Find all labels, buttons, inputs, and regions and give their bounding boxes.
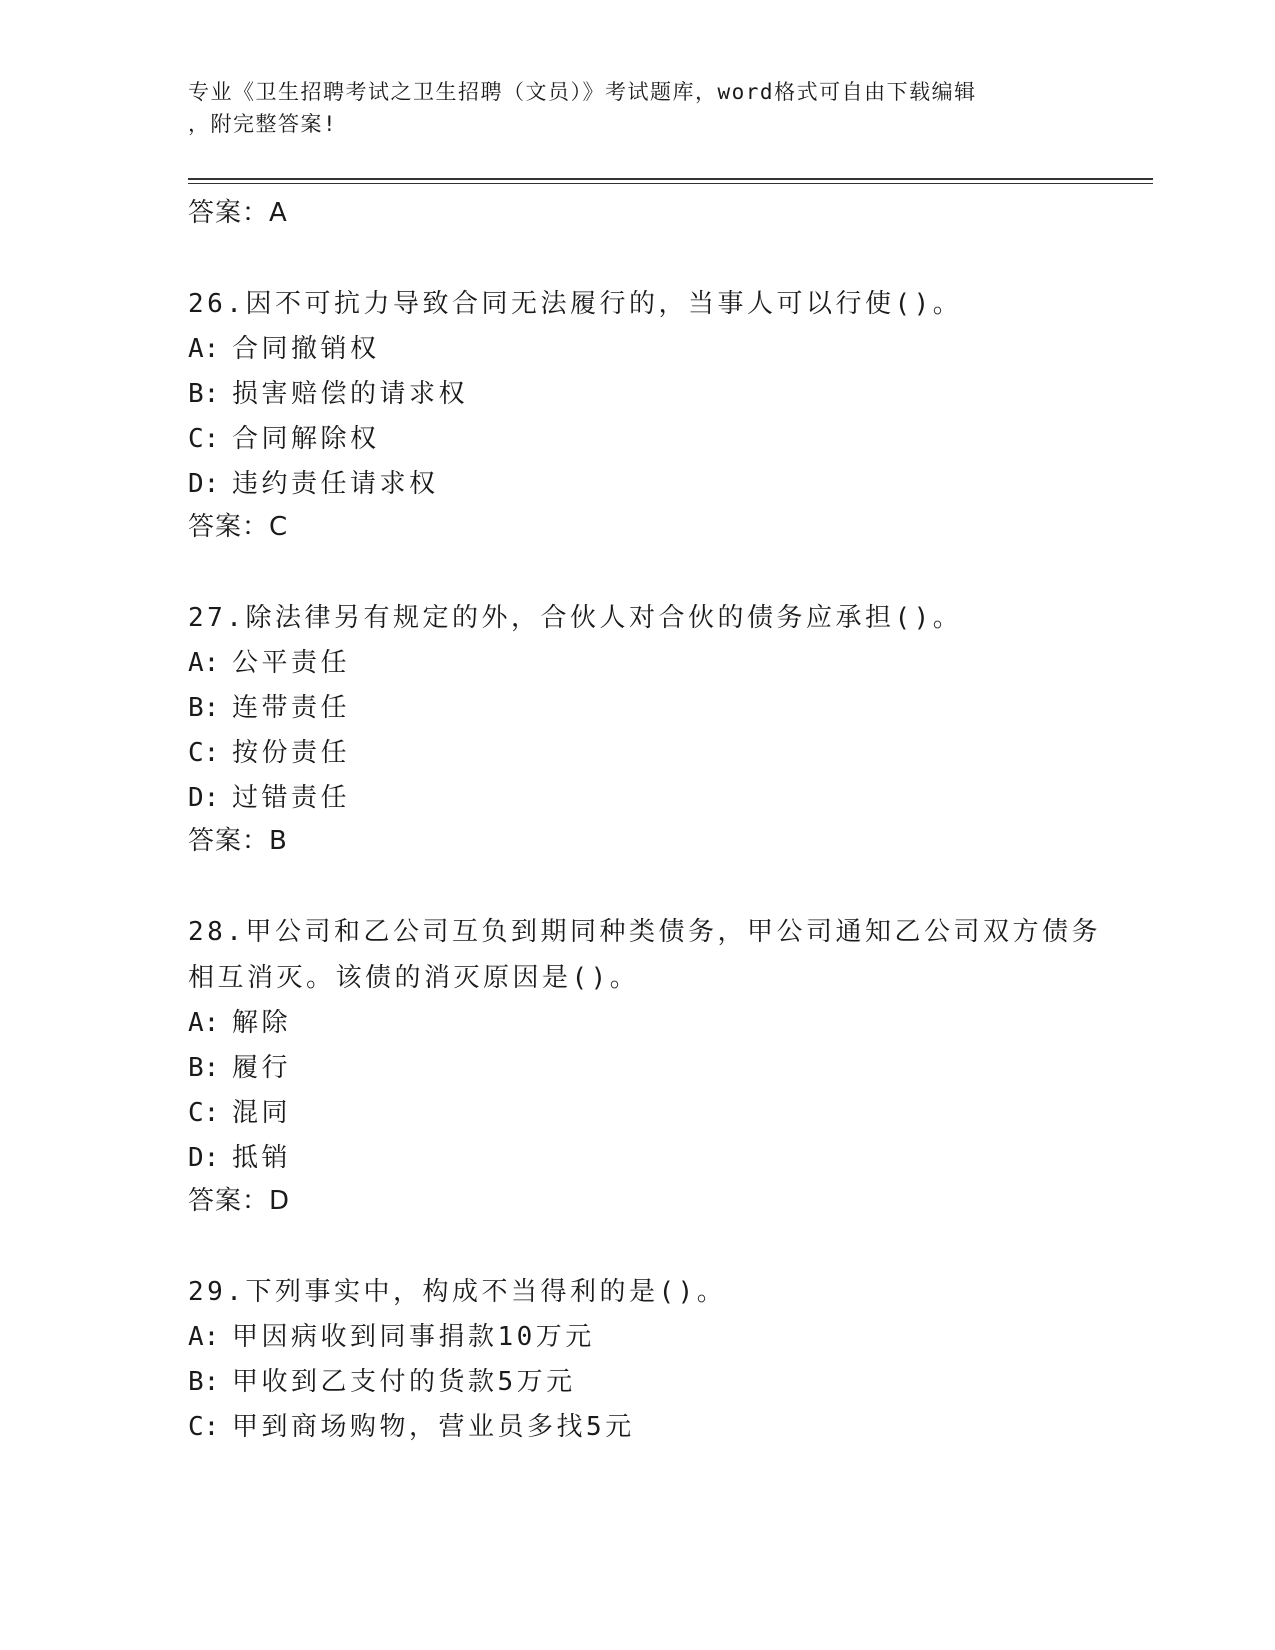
option-a: A: 解除 <box>188 1008 292 1038</box>
option-a: A: 合同撤销权 <box>188 334 380 364</box>
option-c: C: 甲到商场购物，营业员多找5元 <box>188 1412 635 1442</box>
question-26 <box>188 281 1148 547</box>
option-c: C: 按份责任 <box>188 738 351 768</box>
question-stem-line-1: 28.甲公司和乙公司互负到期同种类债务，甲公司通知乙公司双方债务 <box>188 917 1101 947</box>
option-d: D: 过错责任 <box>188 783 351 813</box>
header-title-line-1: 专业《卫生招聘考试之卫生招聘（文员）》考试题库，word格式可自由下载编辑 <box>188 80 977 104</box>
header-rule-thick <box>188 178 1153 180</box>
question-28 <box>188 909 1148 1221</box>
question-stem: 27.除法律另有规定的外，合伙人对合伙的债务应承担()。 <box>188 603 963 633</box>
question-29 <box>188 1269 1148 1450</box>
question-stem: 26.因不可抗力导致合同无法履行的，当事人可以行使()。 <box>188 289 963 319</box>
option-a: A: 甲因病收到同事捐款10万元 <box>188 1322 595 1352</box>
question-27 <box>188 595 1148 861</box>
option-b: B: 履行 <box>188 1053 292 1083</box>
question-stem-line-2: 相互消灭。该债的消灭原因是()。 <box>188 963 640 993</box>
answer-line: 答案：D <box>188 1186 291 1216</box>
option-d: D: 抵销 <box>188 1143 292 1173</box>
document-header <box>188 76 1088 140</box>
option-b: B: 连带责任 <box>188 693 351 723</box>
question-list <box>188 193 1148 1450</box>
option-c: C: 合同解除权 <box>188 424 380 454</box>
answer-line: 答案：A <box>188 198 288 228</box>
answer-line: 答案：B <box>188 826 288 856</box>
option-c: C: 混同 <box>188 1098 292 1128</box>
header-title-line-2: ，附完整答案! <box>188 112 338 136</box>
question-stem: 29.下列事实中，构成不当得利的是()。 <box>188 1277 727 1307</box>
answer-line: 答案：C <box>188 512 289 542</box>
option-b: B: 损害赔偿的请求权 <box>188 379 469 409</box>
header-rule-thin <box>188 183 1153 184</box>
option-a: A: 公平责任 <box>188 648 351 678</box>
option-b: B: 甲收到乙支付的货款5万元 <box>188 1367 576 1397</box>
option-d: D: 违约责任请求权 <box>188 469 439 499</box>
